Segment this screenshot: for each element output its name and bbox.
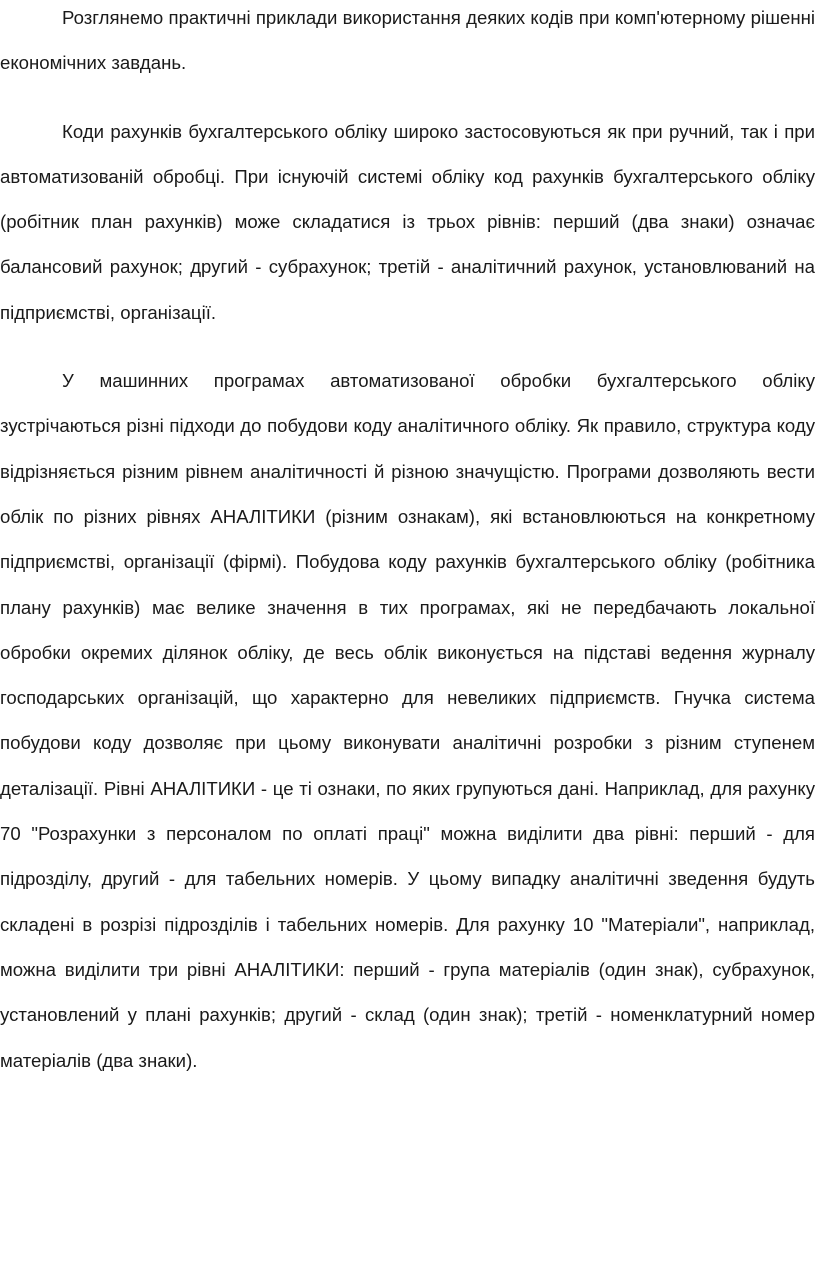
paragraph-spacer <box>0 86 815 109</box>
paragraph-account-codes: Коди рахунків бухгалтерського обліку широко застосовуються як при ручний, так і при автоматизованій обробці. При існуючій системі обліку код рахунків бухгалтерського обліку (робітник план рахунків) може складатися із трьох рівнів: перший (два знаки) означає балансовий рахунок; другий - субрахунок; третій - аналітичний рахунок, установлюваний на підприємстві, організації. <box>0 120 815 323</box>
paragraph-analytics: У машинних програмах автоматизованої обробки бухгалтерського обліку зустрічаються різні підходи до побудови коду аналітичного обліку. Як правило, структура коду відрізняється різним рівнем аналітичності й різною значущістю. Програми дозволяють вести облік по різних рівнях АНАЛІТИКИ (різним ознакам), які встановлюються на конкретному підприємстві, організації (фірмі). Побудова коду рахунків бухгалтерського обліку (робітника плану рахунків) має велике значення в тих програмах, які не передбачають локальної обробки окремих ділянок обліку, де весь облік виконується на підставі ведення журналу господарських організацій, що характерно для невеликих підприємств. Гнучка система побудови коду дозволяє при цьому виконувати аналітичні розробки з різним ступенем деталізації. Рівні АНАЛІТИКИ - це ті ознаки, по яких групуються дані. Наприклад, для рахунку 70 "Розрахунки з персоналом по оплаті праці" можна виділити два рівні: перший - для підрозділу, другий - для табельних номерів. У цьому випадку аналітичні зведення будуть складені в розрізі підрозділів і табельних номерів. Для рахунку 10 "Матеріали", наприклад, можна виділити три рівні АНАЛІТИКИ: перший - група матеріалів (один знак), субрахунок, установлений у плані рахунків; другий - склад (один знак); третій - номенклатурний номер матеріалів (два знаки). <box>0 370 815 1071</box>
paragraph-intro: Розглянемо практичні приклади використання деяких кодів при комп'ютерному рішенні економічних завдань. <box>0 7 815 74</box>
paragraph-spacer <box>0 335 815 358</box>
